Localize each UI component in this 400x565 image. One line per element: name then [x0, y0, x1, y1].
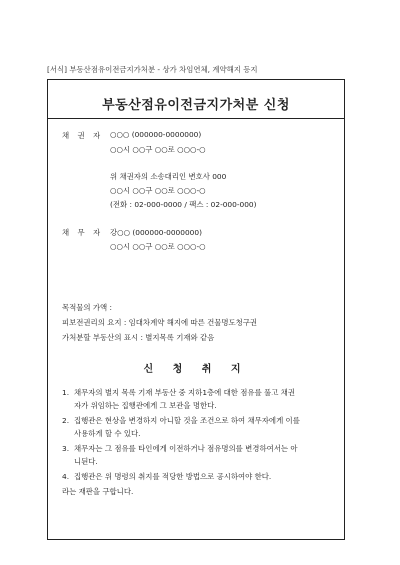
purpose-item-continuation: 자가 위임하는 집행관에게 그 보관을 명한다. [74, 401, 217, 410]
purpose-item-number: 3. [62, 444, 70, 453]
purpose-item [62, 470, 334, 483]
form-title: 부동산점유이전금지가처분 - 상가 차임연체, 계약해지 등지 [69, 65, 258, 74]
preserved-right: 피보전권리의 요지 : 임대차계약 해지에 따른 건물명도청구권 [62, 318, 258, 327]
debtor-address: ○○시 ○○구 ○○로 ○○○-○ [110, 242, 206, 251]
debtor-name: 강○○ (000000-0000000) [110, 228, 202, 237]
debtor-label: 채 무 자 [62, 228, 104, 237]
purpose-item-text: 집행관은 위 명령의 취지를 적당한 방법으로 공시하여야 한다. [74, 472, 272, 481]
creditor-address: ○○시 ○○구 ○○로 ○○○-○ [110, 145, 206, 154]
purpose-item [62, 442, 334, 468]
purpose-item [62, 414, 334, 440]
purpose-item-text: 집행관은 현상을 변경하지 아니할 것을 조건으로 하여 채무자에게 이를 [74, 416, 300, 425]
creditor-label: 채 권 자 [62, 131, 104, 140]
proxy-contact: (전화 : 02-000-0000 / 팩스 : 02-000-000) [110, 200, 257, 209]
title-divider [48, 118, 344, 119]
purpose-item-text: 채무자의 별지 목록 기재 부동산 중 지하1층에 대한 점유를 풀고 채권 [74, 388, 295, 397]
creditor-proxy: 위 채권자의 소송대리인 변호사 000 [110, 172, 227, 181]
purpose-item-continuation: 사용하게 할 수 있다. [74, 429, 141, 438]
document-title: 부동산점유이전금지가처분 신청 [102, 98, 290, 113]
creditor-name: ○○○ (000000-0000000) [110, 130, 202, 139]
document-frame [47, 79, 345, 540]
purpose-title: 신 청 취 지 [143, 364, 249, 375]
purpose-item-number: 1. [62, 388, 70, 397]
form-header [47, 64, 258, 75]
form-label: [서식] [47, 65, 68, 74]
closing-statement: 라는 재판을 구합니다. [62, 487, 134, 496]
purpose-item-number: 2. [62, 416, 70, 425]
purpose-item [62, 386, 334, 412]
property-description: 가처분할 부동산의 표시 : 별지목록 기재와 같음 [62, 333, 215, 342]
claim-value: 목적물의 가액 : [62, 303, 113, 312]
purpose-item-number: 4. [62, 472, 70, 481]
purpose-item-text: 채무자는 그 점유를 타인에게 이전하거나 점유명의를 변경하여서는 아 [74, 444, 298, 453]
purpose-item-continuation: 니된다. [74, 457, 98, 466]
proxy-address: ○○시 ○○구 ○○로 ○○○-○ [110, 186, 206, 195]
